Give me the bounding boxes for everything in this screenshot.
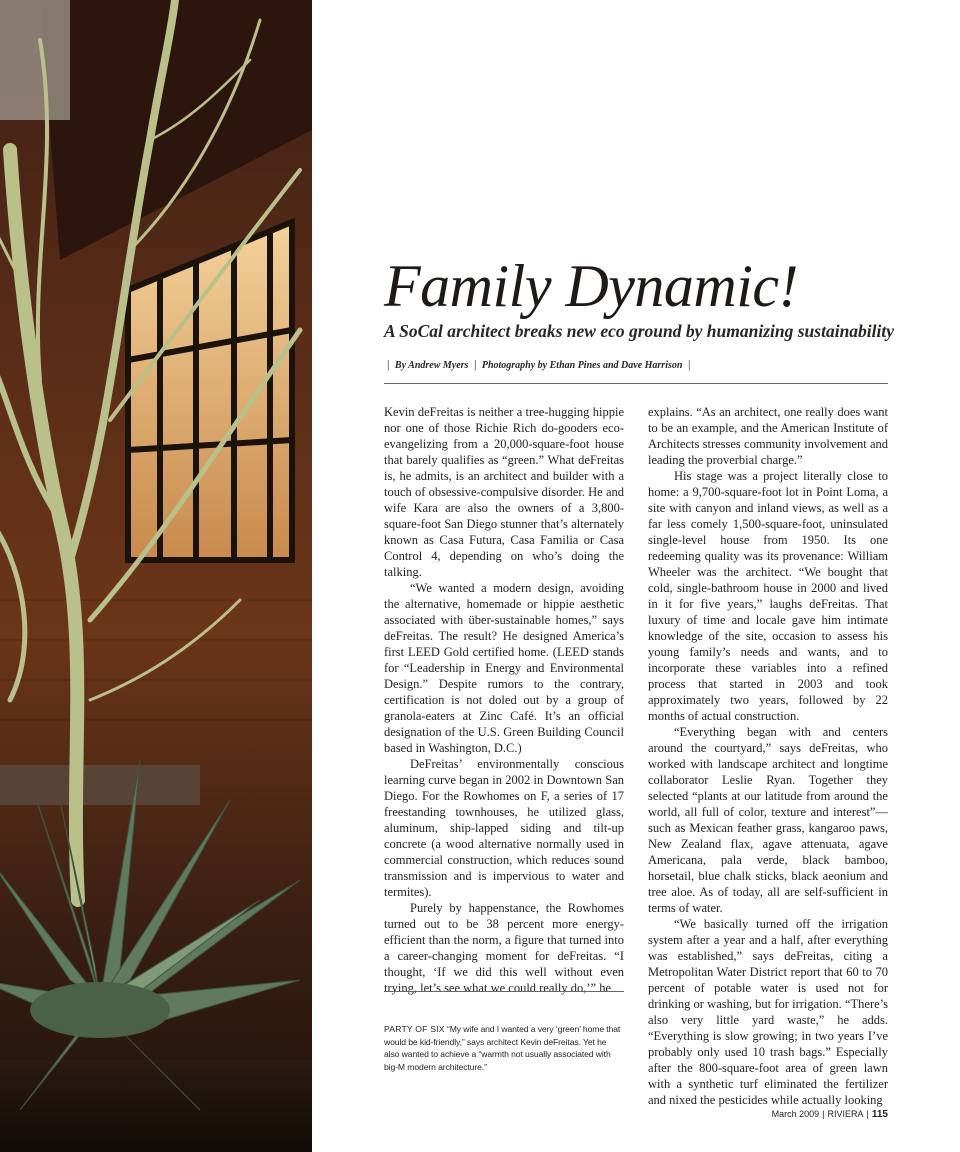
body-column-left: [384, 404, 624, 996]
body-paragraph: “We wanted a modern design, avoiding the alternative, homemade or hippie aesthetic associated with über-sustainable homes,” says deFreitas. The result? He designed America’s first LEED Gold certified home. (LEED stands for “Leadership in Energy and Environmental Design.” Despite rumors to the contrary, certification is not doled out by a group of granola-eaters at Zinc Café. It’s an official designation of the U.S. Green Building Council based in Washington, D.C.): [384, 581, 624, 755]
body-paragraph: His stage was a project literally close to home: a 9,700-square-foot lot in Point Loma, a site with canyon and inland views, as well as a far less comely 1,500-square-foot, uninsulated single-level house from 1950. Its one redeeming quality was its provenance: William Wheeler was the architect. “We bought that cold, single-bathroom house in 2000 and lived in it for five years,” laughs deFreitas. That luxury of time and locale gave him intimate knowledge of the site, occasion to assess his young family’s needs and wants, and to incorporate these variables into a refined process that started in 2003 and took approximately two years, followed by 22 months of actual construction.: [648, 469, 888, 723]
body-column-right: [648, 404, 888, 1108]
byline-photography: Photography by Ethan Pines and Dave Harrison: [481, 360, 683, 371]
byline: [384, 357, 888, 373]
body-paragraph: DeFreitas’ environmentally conscious learning curve began in 2002 in Downtown San Diego. For the Rowhomes on F, a series of 17 freestanding townhouses, he utilized glass, aluminum, ship-lapped siding and tilt-up concrete (a wood alternative normally used in commercial construction, which reduces sound transmission and is impervious to water and termites).: [384, 757, 624, 899]
lit-window: [128, 222, 292, 560]
folio-separator: |: [822, 1109, 825, 1119]
photo-caption: [384, 1023, 624, 1073]
folio-magazine: RIVIERA: [827, 1109, 864, 1119]
article-title: Family Dynamic!: [384, 253, 799, 319]
body-paragraph: explains. “As an architect, one really does want to be an example, and the American Institute of Architects stresses community involvement and leading the proverbial charge.”: [648, 405, 888, 467]
courtyard-illustration: [0, 0, 312, 1152]
planter-ledge: [0, 765, 200, 805]
page-folio: [772, 1108, 888, 1121]
body-paragraph: Kevin deFreitas is neither a tree-hugging hippie nor one of those Richie Rich do-gooders eco-evangelizing from a 20,000-square-foot house that barely qualifies as “green.” What deFreitas is, he admits, is an architect and builder with a touch of obsessive-compulsive disorder. He and wife Kara are also the owners of a 3,800-square-foot San Diego stunner that’s alternately known as Casa Futura, Casa Familia or Casa Control 4, depending on who’s doing the talking.: [384, 405, 624, 579]
byline-author: By Andrew Myers: [394, 360, 469, 371]
body-paragraph: “We basically turned off the irrigation system after a year and a half, after everything was established,” says deFreitas, citing a Metropolitan Water District report that 60 to 70 percent of potable water is used not for drinking or washing, but for irrigation. “There’s also very little yard waste,” he adds. “Everything is slow growing; in two years I’ve probably only used 10 trash bags.” Especially after the 800-square-foot area of green lawn with a synthetic turf eliminated the fertilizer and nixed the pesticides while actually looking: [648, 917, 888, 1107]
byline-separator: |: [687, 357, 691, 371]
agave-plant: [0, 760, 300, 1110]
folio-date: March 2009: [771, 1109, 820, 1119]
byline-separator: |: [473, 357, 477, 371]
header-rule: [384, 383, 888, 384]
article-subtitle: A SoCal architect breaks new eco ground by humanizing sustainability: [384, 321, 895, 341]
folio-page-number: 115: [871, 1109, 888, 1120]
caption-heading: PARTY OF SIX: [384, 1024, 445, 1034]
agave-core: [30, 982, 170, 1038]
courtyard-photo: [0, 0, 312, 1152]
byline-separator: |: [387, 357, 390, 371]
caption-text: “My wife and I wanted a very ‘green’ home that would be kid-friendly,” says architect Kevin deFreitas. Yet he also wanted to achieve a “warmth not usually associated with big-M modern architecture.”: [384, 1024, 621, 1072]
roof-shadow: [40, 0, 312, 260]
body-paragraph: “Everything began with and centers around the courtyard,” says deFreitas, who worked with landscape architect and longtime collaborator Leslie Ryan. Together they selected “plants at our latitude from around the world, all full of color, texture and interest”—such as Mexican feather grass, kangaroo paws, New Zealand flax, agave attenuata, agave Americana, pala verde, black bamboo, horsetail, blue chalk sticks, black aeonium and tree aloe. As of today, all are self-sufficient in terms of water.: [648, 725, 888, 915]
caption-rule: [384, 991, 624, 992]
upper-window: [0, 0, 70, 120]
body-paragraph: Purely by happenstance, the Rowhomes turned out to be 38 percent more energy-efficient than the norm, a figure that turned into a career-changing moment for deFreitas. “I thought, ‘If we did this well without even trying, let’s see what we could really do,’” he: [384, 901, 624, 995]
folio-separator: |: [866, 1109, 869, 1119]
